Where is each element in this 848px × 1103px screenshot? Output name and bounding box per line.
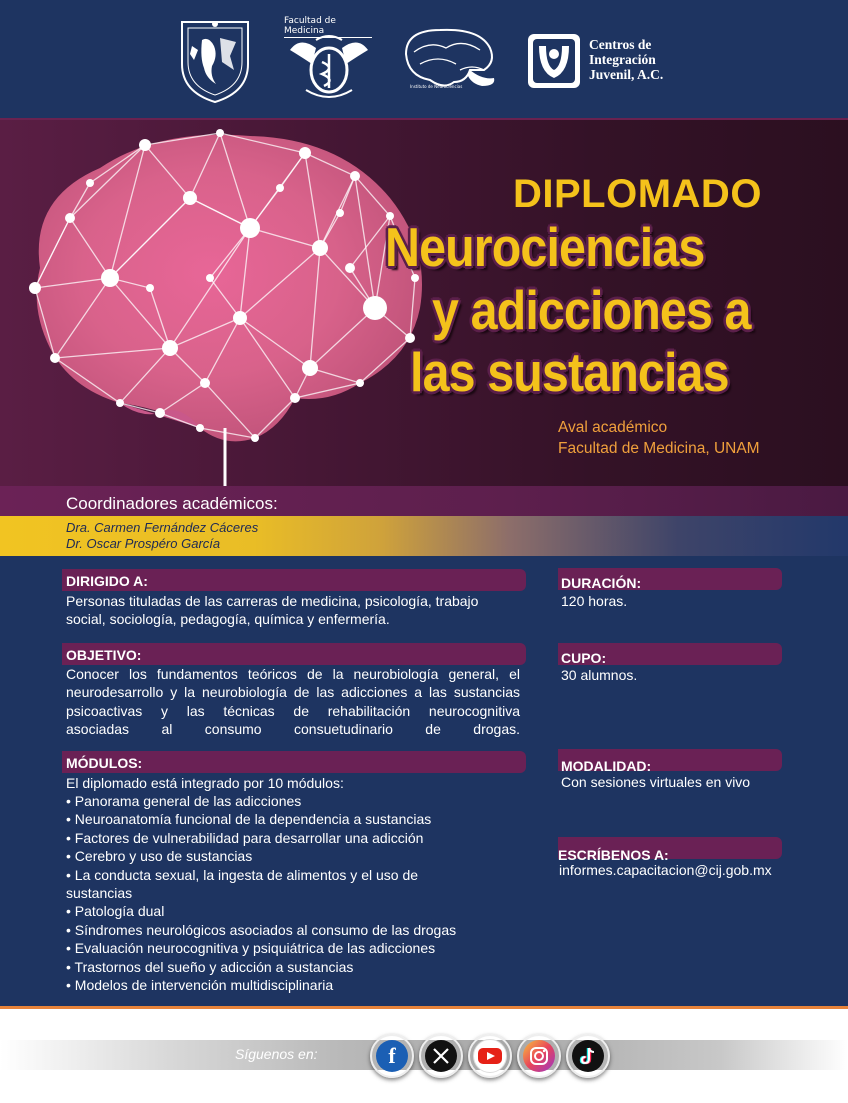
list-item: • La conducta sexual, la ingesta de alimentos y el uso de <box>66 866 419 883</box>
youtube-icon[interactable] <box>468 1034 512 1078</box>
tiktok-icon[interactable] <box>566 1034 610 1078</box>
list-item: • Modelos de intervención multidisciplinaria <box>66 977 334 994</box>
cupo-title: CUPO: <box>561 650 607 666</box>
modalidad-value: Con sesiones virtuales en vivo <box>561 774 751 790</box>
list-item: • Cerebro y uso de sustancias <box>66 848 253 865</box>
coordinator-name-2: Dr. Oscar Prospéro García <box>66 536 221 551</box>
contacto-email[interactable]: informes.capacitacion@cij.gob.mx <box>559 862 772 878</box>
brain-network-illustration <box>10 128 440 488</box>
cij-name: Centros de Integración Juvenil, A.C. <box>589 37 664 82</box>
dirigido-title: DIRIGIDO A: <box>66 573 148 589</box>
instagram-icon[interactable] <box>517 1034 561 1078</box>
aval-academico: Aval académico <box>558 419 668 436</box>
list-item: sustancias <box>66 885 133 902</box>
title-line-2: y adicciones a <box>432 279 751 341</box>
coordinators-title: Coordinadores académicos: <box>66 494 278 513</box>
modulos-title: MÓDULOS: <box>66 755 143 771</box>
list-item: • Síndromes neurológicos asociados al consumo de las drogas <box>66 921 457 938</box>
cupo-value: 30 alumnos. <box>561 667 638 683</box>
unam-seal-logo <box>176 16 254 104</box>
modulos-intro: El diplomado está integrado por 10 módulos: <box>66 775 344 791</box>
aval-facultad: Facultad de Medicina, UNAM <box>558 440 760 457</box>
facebook-icon[interactable]: f <box>370 1034 414 1078</box>
duracion-value: 120 horas. <box>561 593 628 609</box>
facultad-medicina-label: Facultad de Medicina <box>284 16 372 38</box>
coordinator-name-1: Dra. Carmen Fernández Cáceres <box>66 520 259 535</box>
facultad-medicina-logo <box>286 30 372 102</box>
brain-institute-logo <box>400 24 500 94</box>
list-item: • Neuroanatomía funcional de la dependencia a sustancias <box>66 811 432 828</box>
contacto-title: ESCRÍBENOS A: <box>558 847 669 863</box>
list-item: • Evaluación neurocognitiva y psiquiátrica de las adicciones <box>66 940 436 957</box>
dirigido-text: Personas tituladas de las carreras de medicina, psicología, trabajo social, sociología, pedagogía, química y enfermería. <box>66 593 479 628</box>
list-item: • Patología dual <box>66 903 165 920</box>
title-line-1: Neurociencias <box>385 216 705 278</box>
svg-text:Instituto de Neurociencias: Instituto de Neurociencias <box>410 84 463 89</box>
modalidad-title: MODALIDAD: <box>561 758 652 774</box>
objetivo-title: OBJETIVO: <box>66 647 142 663</box>
follow-label: Síguenos en: <box>235 1046 318 1062</box>
objetivo-text: Conocer los fundamentos teóricos de la neurobiología general, el neurodesarrollo y la neurobiología de las adicciones a las sustancias psicoactivas y las técnicas de rehabilitación neurocognitiva asociadas al consumo consuetudinario de drogas. <box>66 666 520 738</box>
list-item: • Panorama general de las adicciones <box>66 793 302 809</box>
cij-logo <box>526 32 582 90</box>
duracion-title: DURACIÓN: <box>561 575 642 591</box>
x-icon[interactable] <box>419 1034 463 1078</box>
list-item: • Factores de vulnerabilidad para desarrollar una adicción <box>66 829 424 846</box>
diplomado-kicker: DIPLOMADO <box>513 172 762 216</box>
list-item: • Trastornos del sueño y adicción a sustancias <box>66 958 354 975</box>
modulos-list <box>66 792 526 994</box>
title-line-3: las sustancias <box>410 341 729 403</box>
